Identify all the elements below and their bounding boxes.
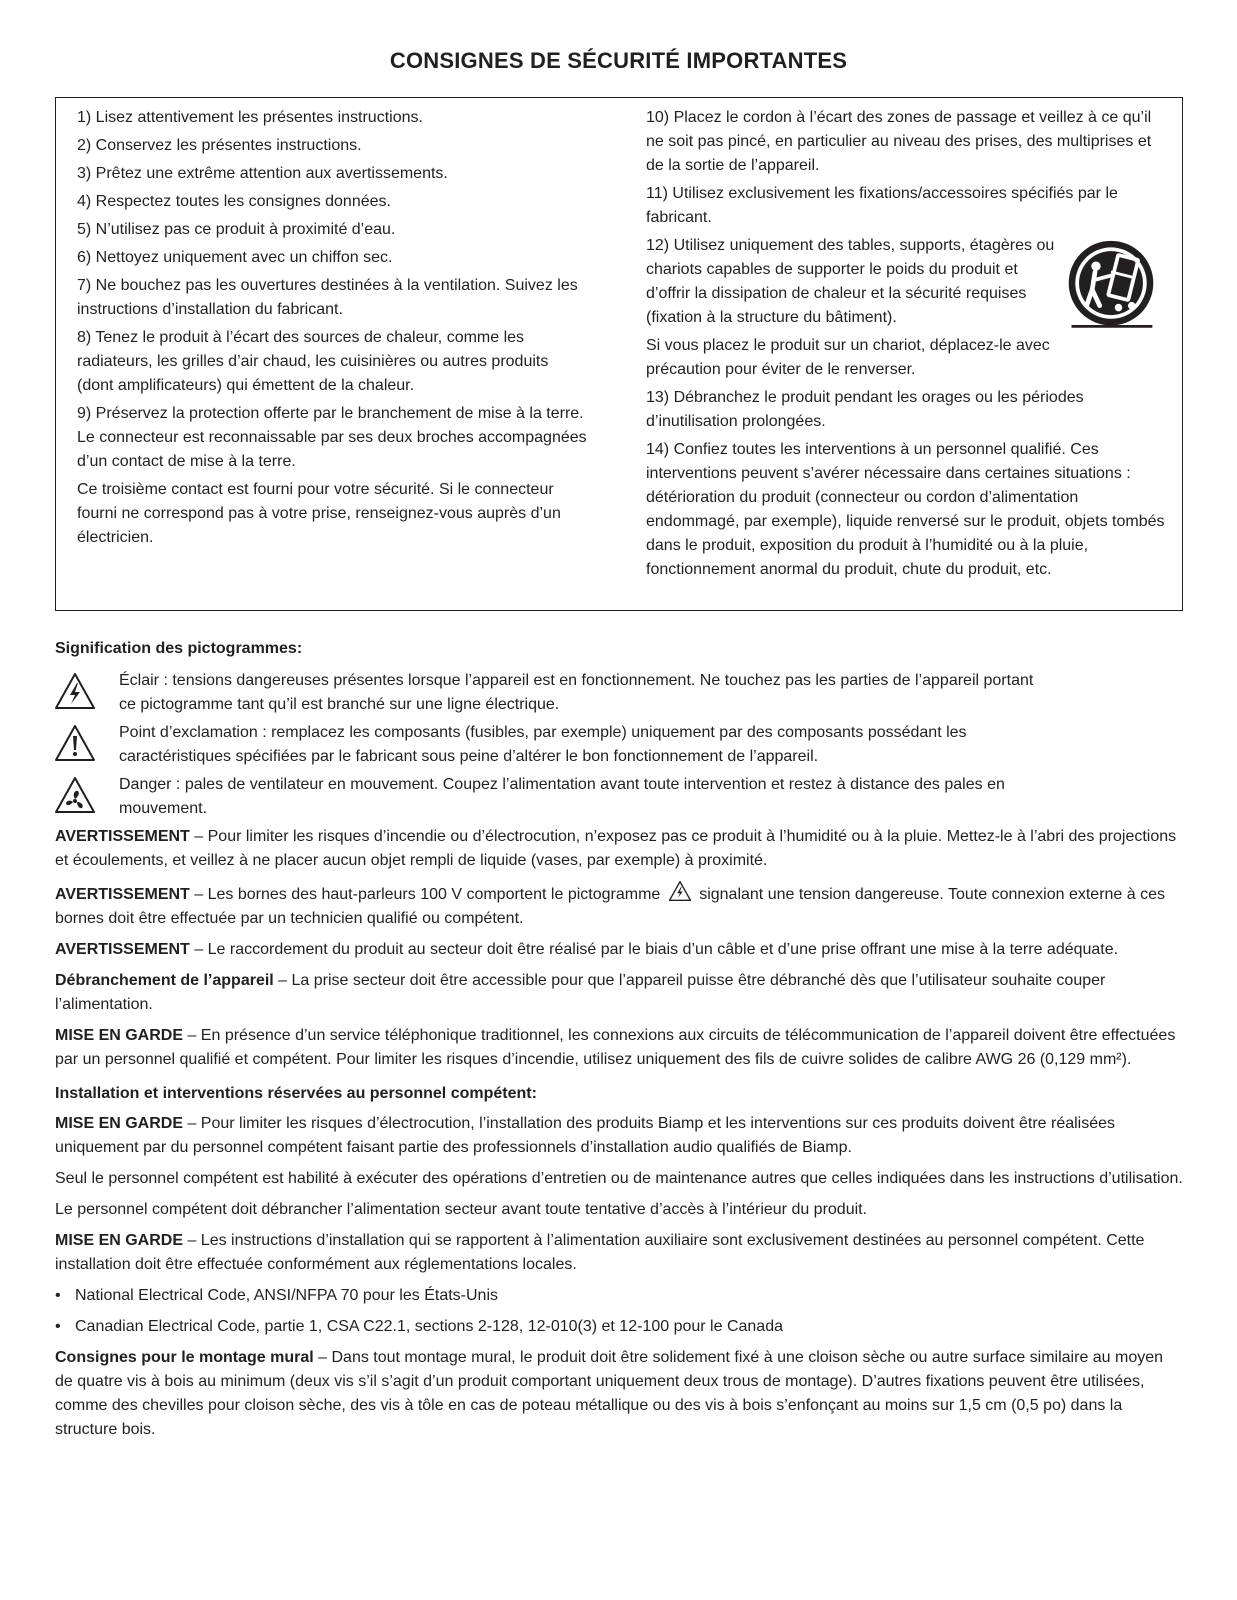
- instruction-5: 5) N’utilisez pas ce produit à proximité d’eau.: [77, 221, 396, 238]
- warning-label: MISE EN GARDE: [55, 1232, 184, 1249]
- warning-label: AVERTISSEMENT: [55, 941, 190, 958]
- warning-text: – Pour limiter les risques d’incendie ou d’électrocution, n’exposez pas ce produit à l’humidité ou à la pluie. Mettez-le à l’abri des projections et écoulements, et veillez à ne placer aucun objet rempli de liquide (vases, par exemple) à proximité.: [55, 828, 1177, 869]
- instruction-7: 7) Ne bouchez pas les ouvertures destinées à la ventilation. Suivez les instructions d’installation du fabricant.: [77, 277, 578, 318]
- instruction-2: 2) Conservez les présentes instructions.: [77, 137, 362, 154]
- instruction-12: 12) Utilisez uniquement des tables, supports, étagères ou chariots capables de supporter le poids du produit et d’offrir la dissipation de chaleur et la sécurité requises (fixation à la structure du bâtiment).: [646, 237, 1055, 326]
- list-item: • Canadian Electrical Code, partie 1, CSA C22.1, sections 2-128, 12-010(3) et 12-100 pour le Canada: [55, 1315, 1185, 1339]
- warning-text: – Dans tout montage mural, le produit doit être solidement fixé à une cloison sèche ou autre surface similaire au moyen de quatre vis à bois au minimum (deux vis s’il s’agit d’un produit comportant uniquement deux trous de montage). D’autres fixations peuvent être utilisées, comme des chevilles pour cloison sèche, des vis à tôle en cas de poteau métallique ou des vis à bois s’enfonçant au moins sur 1,5 cm (0,5 po) dans la structure bois.: [55, 1349, 1164, 1438]
- warning-label: AVERTISSEMENT: [55, 886, 190, 903]
- warning-text: – Le raccordement du produit au secteur doit être réalisé par le biais d’un câble et d’une prise offrant une mise à la terre adéquate.: [189, 941, 1119, 958]
- warning-label: MISE EN GARDE: [55, 1115, 184, 1132]
- instruction-4: 4) Respectez toutes les consignes données.: [77, 193, 391, 210]
- instruction-9-note: Ce troisième contact est fourni pour votre sécurité. Si le connecteur fourni ne correspond pas à votre prise, renseignez-vous auprès d’un électricien.: [77, 481, 561, 546]
- caution-aux-power: [55, 1229, 1185, 1277]
- warning-text: – Pour limiter les risques d’électrocution, l’installation des produits Biamp et les interventions sur ces produits doivent être réalisées uniquement par du personnel compétent faisant partie des professionnels d’installation audio qualifiés de Biamp.: [55, 1115, 1116, 1156]
- pictogram-exclamation-text: Point d’exclamation : remplacez les composants (fusibles, par exemple) uniquement par des composants possédant les caractéristiques spécifiées par le fabricant sous peine d’altérer le bon fonctionnement de l’appareil.: [119, 724, 967, 765]
- pictograms-heading: Signification des pictogrammes:: [55, 640, 303, 657]
- warning-text: – La prise secteur doit être accessible pour que l’appareil puisse être débranché dès que l’utilisateur souhaite couper l’alimentation.: [55, 972, 1106, 1013]
- instruction-12-note: Si vous placez le produit sur un chariot, déplacez-le avec précaution pour éviter de le renverser.: [646, 337, 1050, 378]
- warning-label: AVERTISSEMENT: [55, 828, 190, 845]
- instruction-10: 10) Placez le cordon à l’écart des zones de passage et veillez à ce qu’il ne soit pas pincé, en particulier au niveau des prises, des multiprises et de la sortie de l’appareil.: [646, 109, 1152, 174]
- warning-text: – Les instructions d’installation qui se rapportent à l’alimentation auxiliaire sont exclusivement destinées au personnel compétent. Cette installation doit être effectuée conformément aux réglementations locales.: [55, 1232, 1145, 1273]
- pictogram-fan-row: [55, 773, 1185, 821]
- instruction-3: 3) Prêtez une extrême attention aux avertissements.: [77, 165, 448, 182]
- caution-installation: [55, 1112, 1185, 1160]
- exclamation-warning-icon: [53, 723, 97, 763]
- instruction-9: 9) Préservez la protection offerte par le branchement de mise à la terre. Le connecteur est reconnaissable par ses deux broches accompagnées d’un contact de mise à la terre.: [77, 405, 587, 470]
- instruction-14: 14) Confiez toutes les interventions à un personnel qualifié. Ces interventions peuvent s’avérer nécessaire dans certaines situations : détérioration du produit (connecteur ou cordon d’alimentation endommagé, par exemple), liquide renversé sur le produit, objets tombés dans le produit, exposition du produit à l’humidité ou à la pluie, fonctionnement anormal du produit, chute du produit, etc.: [646, 441, 1165, 578]
- warning-text: signalant une tension dangereuse. Toute connexion externe à ces bornes doit être effectuée par un technicien qualifié ou compétent.: [55, 886, 1166, 927]
- caution-telecom: [55, 1024, 1185, 1072]
- warning-label: Consignes pour le montage mural: [55, 1349, 314, 1366]
- instructions-right-column: [646, 106, 1166, 586]
- disconnect-power-note: Le personnel compétent doit débrancher l’alimentation secteur avant toute tentative d’accès à l’intérieur du produit.: [55, 1201, 868, 1218]
- instructions-left-column: [77, 106, 587, 554]
- instruction-11: 11) Utilisez exclusivement les fixations/accessoires spécifiés par le fabricant.: [646, 185, 1118, 226]
- page-title: CONSIGNES DE SÉCURITÉ IMPORTANTES: [389, 48, 848, 73]
- inline-lightning-icon: [667, 880, 693, 902]
- warning-label: Débranchement de l’appareil: [55, 972, 274, 989]
- fan-blade-warning-icon: [53, 775, 97, 815]
- disconnect-note: [55, 969, 1185, 1017]
- warning-humidity: [55, 825, 1185, 873]
- instruction-8: 8) Tenez le produit à l’écart des sources de chaleur, comme les radiateurs, les grilles d’air chaud, les cuisinières ou autres produits (dont amplificateurs) qui émettent de la chaleur.: [77, 329, 549, 394]
- pictogram-fan-text: Danger : pales de ventilateur en mouvement. Coupez l’alimentation avant toute intervention et restez à distance des pales en mouvement.: [119, 776, 1005, 817]
- instruction-1: 1) Lisez attentivement les présentes instructions.: [77, 109, 423, 126]
- instruction-6: 6) Nettoyez uniquement avec un chiffon sec.: [77, 249, 393, 266]
- maintenance-note: Seul le personnel compétent est habilité à exécuter des opérations d’entretien ou de maintenance autres que celles indiquées dans les instructions d’utilisation.: [55, 1170, 1183, 1187]
- instruction-13: 13) Débranchez le produit pendant les orages ou les périodes d’inutilisation prolongées.: [646, 389, 1084, 430]
- main-content: [55, 638, 1185, 1449]
- list-item: • National Electrical Code, ANSI/NFPA 70 pour les États-Unis: [55, 1284, 1185, 1308]
- installation-heading: Installation et interventions réservées au personnel compétent:: [55, 1085, 537, 1102]
- warning-text: – Les bornes des haut-parleurs 100 V comportent le pictogramme: [189, 886, 665, 903]
- warning-label: MISE EN GARDE: [55, 1027, 184, 1044]
- warning-grounding: [55, 938, 1185, 962]
- cart-tip-over-warning-icon: [1064, 238, 1158, 332]
- cart-instruction-block: [646, 234, 1166, 382]
- pictogram-lightning-row: [55, 669, 1185, 717]
- warning-text: – En présence d’un service téléphonique traditionnel, les connexions aux circuits de télécommunication de l’appareil doivent être effectuées par un personnel qualifié et compétent. Pour limiter les risques d’incendie, utilisez uniquement des fils de cuivre solides de calibre AWG 26 (0,129 mm²).: [55, 1027, 1176, 1068]
- warning-speaker-terminals: [55, 880, 1185, 931]
- safety-instructions-box: [55, 97, 1183, 611]
- pictogram-lightning-text: Éclair : tensions dangereuses présentes lorsque l’appareil est en fonctionnement. Ne touchez pas les parties de l’appareil portant ce pictogramme tant qu’il est branché sur une ligne électrique.: [119, 672, 1034, 713]
- pictogram-exclamation-row: [55, 721, 1185, 769]
- lightning-warning-icon: [53, 671, 97, 711]
- wall-mount-instructions: [55, 1346, 1185, 1442]
